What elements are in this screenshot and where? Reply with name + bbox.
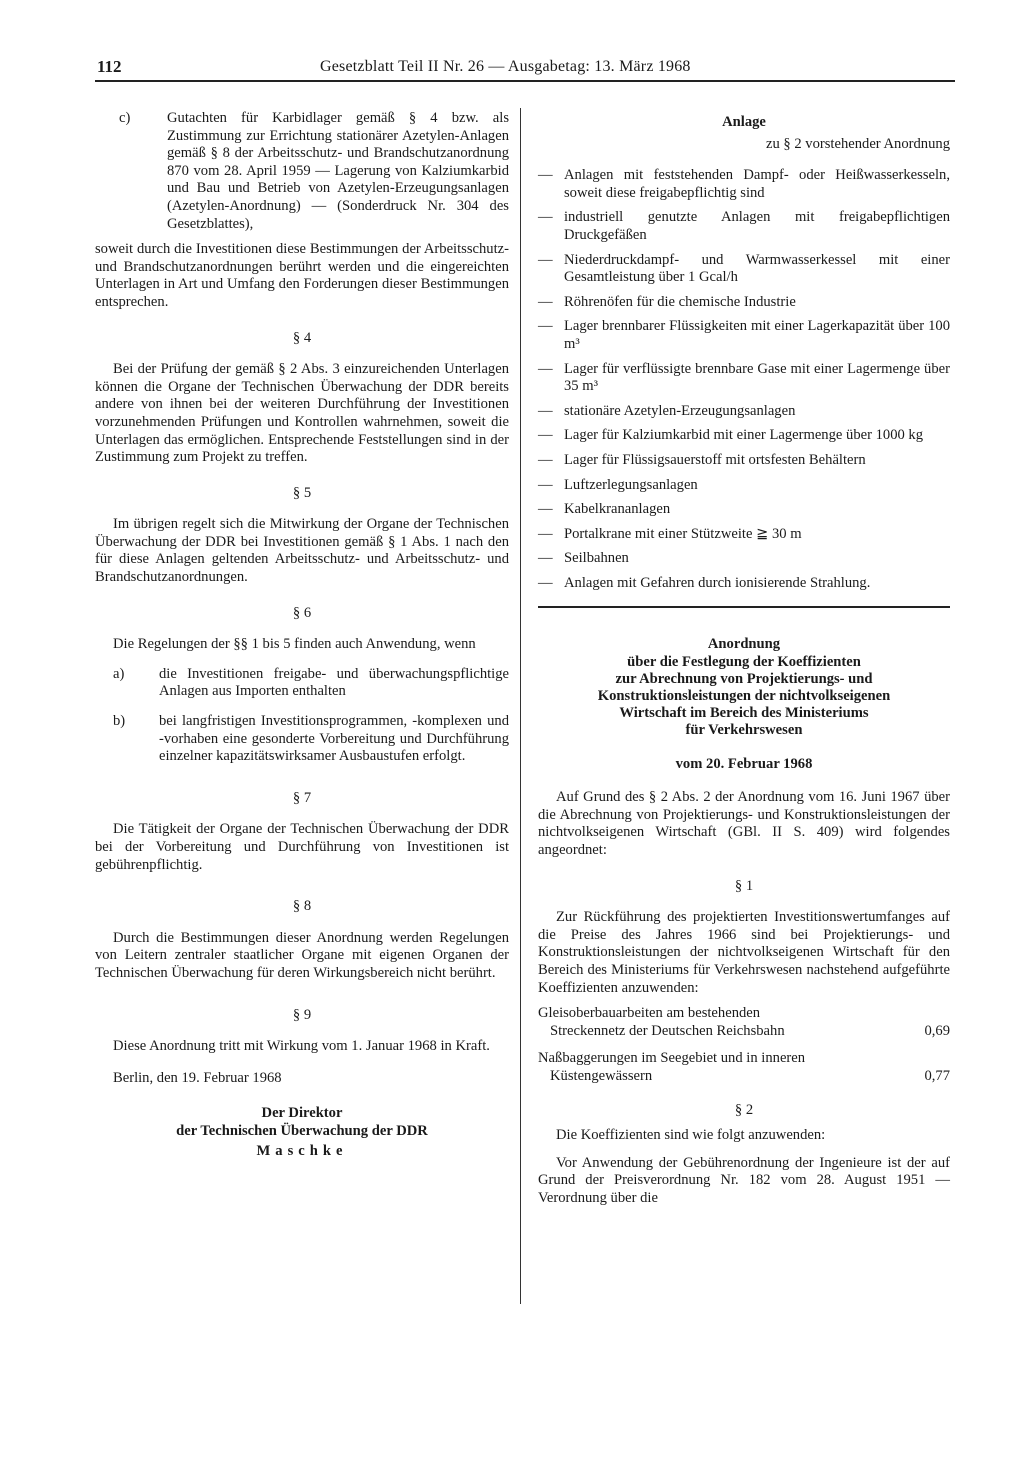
section-heading-r1: § 1 [734,877,754,894]
annex-reference: zu § 2 vorstehender Anordnung [765,135,950,152]
dash-marker: — [538,251,553,268]
section-text-9: Diese Anordnung tritt mit Wirkung vom 1. Januar 1968 in Kraft. [113,1038,490,1055]
item-text: die Investitionen freigabe- und überwachungspflichtige Anlagen aus Importen enthalten [159,665,509,700]
section-text-8: Durch die Bestimmungen dieser Anordnung werden Regelungen von Leitern zentraler staatlicher Organe mit eigenen Organen der Technischen Überwachung für deren Wirkungsbereich nicht berührt. [95,929,509,981]
signature-name: Maschke [256,1142,348,1159]
dash-marker: — [538,574,553,591]
dash-marker: — [538,167,553,184]
list-item [538,167,950,202]
coefficient-line: Küstengewässern [550,1068,653,1084]
list-item [538,318,950,353]
running-title: Gesetzblatt Teil II Nr. 26 — Ausgabetag: 13. März 1968 [320,58,691,75]
item-marker: a) [113,665,125,682]
item-text: bei langfristigen Investitionsprogrammen, -komplexen und -vorhaben eine gesonderte Vorbereitung und Durchführung einzelner kapazitätswirksamer Ausbaustufen erfolgt. [159,713,509,765]
coefficient-line: Streckennetz der Deutschen Reichsbahn [550,1022,785,1039]
title-line: Konstruktionsleistungen der nichtvolkseigenen [597,688,891,705]
list-item [538,501,950,519]
item-text: Gutachten für Karbidlager gemäß § 4 bzw. als Zustimmung zur Errichtung stationärer Azetylen-Anlagen gemäß § 8 der Arbeitsschutz- und Brandschutzanordnung 870 vom 28. April 1959 — Lagerung von Kalziumkarbid und Bau und Betrieb von Azetylen-Erzeugungsanlagen (Azetylen-Anordnung) — (Sonderdruck Nr. 304 des Gesetzblattes), [167,110,509,232]
coefficient-label [538,1050,890,1095]
table-row [538,1005,950,1050]
ordinance-date: vom 20. Februar 1968 [675,755,813,772]
item-marker: b) [113,713,126,730]
section-text-r2: Die Koeffizienten sind wie folgt anzuwenden: [556,1127,826,1144]
section-text-5: Im übrigen regelt sich die Mitwirkung der Organe der Technischen Überwachung der DDR bei Investitionen gemäß § 1 Abs. 1 nach den für diese Anlagen geltenden Arbeitsschutz- und Arbeitsschutz- und Brandschutzanordnungen. [95,516,509,586]
item-text: Lager brennbarer Flüssigkeiten mit einer Lagerkapazität über 100 m³ [564,318,950,352]
section-text-r1: Zur Rückführung des projektierten Investitionswertumfanges auf die Preise des Jahres 1966 sind bei Projektierungs- und Konstruktionsleistungen der nichtvolkseigenen Wirtschaft für den Bereich des Ministeriums für Verkehrswesen nachstehend aufgeführte Koeffizienten anzuwenden: [538,909,950,996]
annex-list [538,167,950,592]
item-c [95,110,509,233]
item-marker: c) [119,110,131,126]
item-text: stationäre Azetylen-Erzeugungsanlagen [564,402,796,419]
header-rule [95,80,955,82]
dash-marker: — [538,293,553,310]
list-item [538,427,950,445]
item-text: Anlagen mit feststehenden Dampf- oder Heißwasserkesseln, soweit diese freigabepflichtig sind [564,167,950,201]
dash-marker: — [538,525,553,542]
list-item [538,526,950,544]
dash-marker: — [538,402,553,419]
item-text: Luftzerlegungsanlagen [564,476,698,493]
dash-marker: — [538,476,553,493]
section-heading-8: § 8 [292,898,312,915]
coefficient-line: Naßbaggerungen im Seegebiet und in inneren [538,1050,806,1067]
item-text: Anlagen mit Gefahren durch ionisierende Strahlung. [564,574,871,591]
list-item [95,666,509,701]
item-text: Lager für Flüssigsauerstoff mit ortsfesten Behältern [564,451,866,468]
item-text: Portalkrane mit einer Stützweite ≧ 30 m [564,525,802,542]
item-text: Seilbahnen [564,550,629,567]
list-item [538,452,950,470]
coefficient-label [538,1005,890,1050]
section-text-6: Die Regelungen der §§ 1 bis 5 finden auch Anwendung, wenn [113,636,476,653]
section-text-4: Bei der Prüfung der gemäß § 2 Abs. 3 einzureichenden Unterlagen können die Organe der Technischen Überwachung der DDR bereits andere von ihnen bei der weiteren Durchführung der Investitionen vorzunehmenden Prüfungen und Kontrollen wahrnehmen, soweit die Unterlagen das ermöglichen. Entsprechende Feststellungen sind in der Zustimmung zum Projekt zu treffen. [95,361,509,466]
item-text: Kabelkrananlagen [564,501,671,518]
list-item [538,477,950,495]
coefficient-value: 0,69 [924,1022,950,1039]
preamble: Auf Grund des § 2 Abs. 2 der Anordnung vom 16. Juni 1967 über die Abrechnung von Projektierungs- und Konstruktionsleistungen der nichtvolkseigenen Wirtschaft (GBl. II S. 409) wird folgendes angeordnet: [538,789,950,859]
table-row [538,1050,950,1095]
dash-marker: — [538,360,553,377]
dash-marker: — [538,501,553,518]
coefficient-table [538,1005,950,1095]
ordinance-title [538,636,950,739]
list-item [538,209,950,244]
item-text: Lager für Kalziumkarbid mit einer Lagermenge über 1000 kg [564,427,924,444]
dash-marker: — [538,427,553,444]
item-text: Lager für verflüssigte brennbare Gase mit einer Lagermenge über 35 m³ [564,360,950,395]
coefficient-value: 0,77 [924,1068,950,1084]
signature-institution: der Technischen Überwachung der DDR [176,1122,428,1139]
list-item [538,294,950,312]
list-item [538,575,950,593]
coefficient-line: Gleisoberbauarbeiten am bestehenden [538,1005,761,1022]
title-line: Wirtschaft im Bereich des Ministeriums [619,705,869,722]
place-date: Berlin, den 19. Februar 1968 [113,1069,282,1086]
section-heading-r2: § 2 [734,1101,754,1118]
dash-marker: — [538,550,553,567]
paragraph-soweit: soweit durch die Investitionen diese Bestimmungen der Arbeitsschutz- und Brandschutzanordnungen berührt werden und die eingereichten Unterlagen in Art und Umfang den Forderungen dieser Bestimmungen entsprechen. [95,241,509,310]
section-heading-6: § 6 [292,604,312,621]
title-line: Anordnung [707,636,781,653]
title-line: zur Abrechnung von Projektierungs- und [615,670,873,687]
column-divider [520,108,521,1304]
title-line: über die Festlegung der Koeffizienten [627,653,861,670]
list-item [538,361,950,396]
dash-marker: — [538,209,553,226]
section-text-7: Die Tätigkeit der Organe der Technischen Überwachung der DDR bei der Vorbereitung und Durchführung von Investitionen ist gebührenpflichtig. [95,821,509,873]
item-text: Niederdruckdampf- und Warmwasserkessel mit einer Gesamtleistung über 1 Gcal/h [564,251,950,286]
list-item [538,252,950,287]
left-column [95,110,509,1160]
section-heading-5: § 5 [292,484,312,501]
signature-title: Der Direktor [261,1105,343,1122]
section-text-r2-continued: Vor Anwendung der Gebührenordnung der Ingenieure ist der auf Grund der Preisverordnung Nr. 182 vom 28. August 1951 — Verordnung über die [538,1154,950,1206]
annex-title: Anlage [722,114,766,130]
item-text: Röhrenöfen für die chemische Industrie [564,293,796,310]
list-item [95,713,509,766]
section-heading-4: § 4 [292,329,312,346]
item-text: industriell genutzte Anlagen mit freigabepflichtigen Druckgefäßen [564,209,950,243]
right-column [538,112,950,1208]
list-item [538,403,950,421]
section-heading-7: § 7 [292,789,312,806]
list-item [538,550,950,568]
title-line: für Verkehrswesen [685,722,803,739]
dash-marker: — [538,318,553,335]
dash-marker: — [538,451,553,468]
section-heading-9: § 9 [292,1006,312,1023]
page-number: 112 [97,57,122,76]
section-divider [538,606,950,608]
